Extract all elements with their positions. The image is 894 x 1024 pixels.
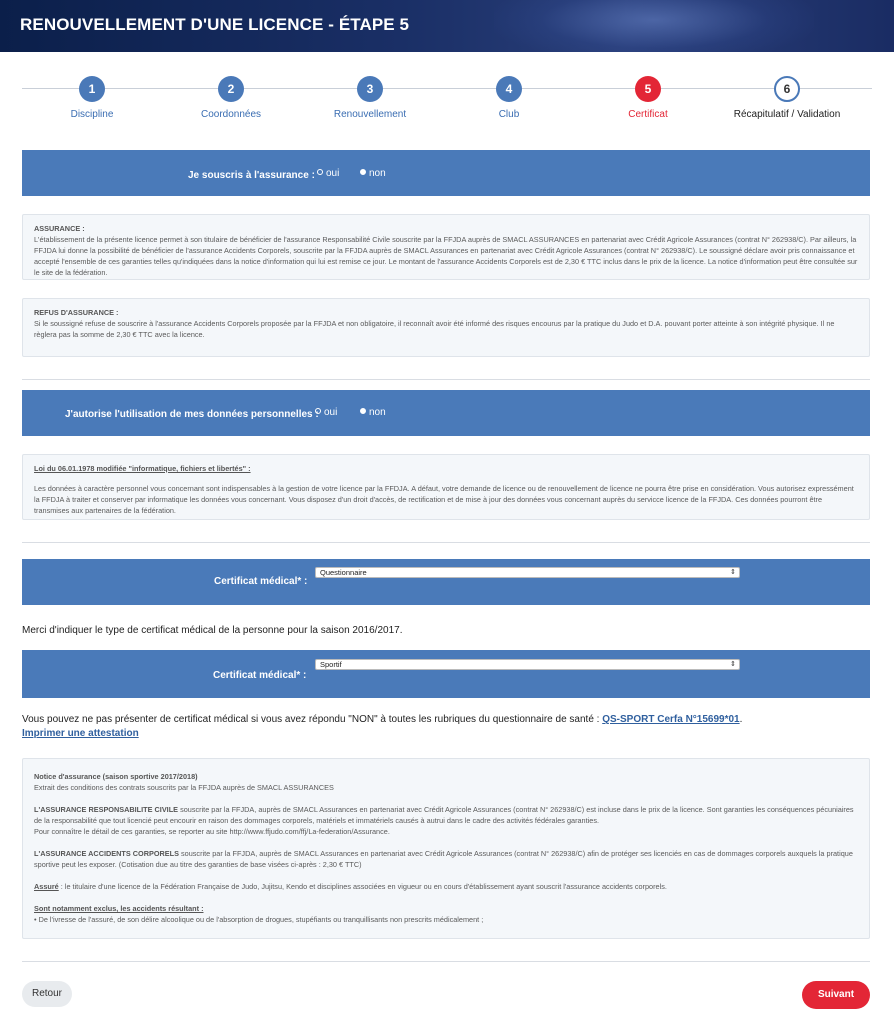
notice-ac-text: souscrite par la FFJDA, auprès de SMACL Assurances en partenariat avec Crédit Agricole Assurances (contrat N° 262938/C) afin de protéger ses licenciés en cas de dommages corporels auxquels la pratique sportive peut les exposer. (Cotisation due au titre des garanties de base visées ci-après : 2,30 € TTC)	[34, 849, 853, 869]
certificat-medical-bar	[22, 650, 870, 698]
note-text: Vous pouvez ne pas présenter de certificat médical si vous avez répondu "NON" à toutes les rubriques du questionnaire de santé :	[22, 714, 603, 725]
questionnaire-note	[22, 713, 872, 741]
notice-rc-title: L'ASSURANCE RESPONSABILITE CIVILE	[34, 805, 179, 814]
imprimer-attestation-link[interactable]: Imprimer une attestation	[22, 728, 139, 739]
step-number: 6	[774, 76, 800, 102]
qs-sport-cerfa-link[interactable]: QS-SPORT Cerfa N°15699*01	[602, 714, 740, 725]
step-label: Récapitulatif / Validation	[733, 109, 841, 120]
radio-checked-icon	[360, 169, 366, 175]
step-number: 3	[357, 76, 383, 102]
progress-stepper	[22, 76, 872, 126]
notice-rc-paragraph	[34, 804, 858, 826]
refus-info-box	[22, 298, 870, 357]
step-label: Certificat	[628, 109, 668, 120]
step-number: 1	[79, 76, 105, 102]
loi-box-title: Loi du 06.01.1978 modifiée "informatique, fichiers et libertés" :	[34, 464, 251, 473]
notice-subtitle: Extrait des conditions des contrats souscrits par la FFJDA auprès de SMACL ASSURANCES	[34, 783, 334, 792]
assurance-question-bar	[22, 150, 870, 196]
certificat-type-select[interactable]	[315, 567, 740, 578]
radio-label: non	[369, 407, 386, 418]
donnees-question-bar	[22, 390, 870, 436]
donnees-question-label: J'autorise l'utilisation de mes données personnelles :	[65, 409, 319, 420]
radio-label: non	[369, 168, 386, 179]
certificat-instruction: Merci d'indiquer le type de certificat médical de la personne pour la saison 2016/2017.	[22, 625, 403, 636]
loi-info-box[interactable]	[22, 454, 870, 520]
select-arrows-icon: ⇕	[730, 661, 736, 668]
notice-exclus-item: • De l'ivresse de l'assuré, de son délire alcoolique ou de l'absorption de drogues, stupéfiants ou tranquillisants non prescrits médicalement ;	[34, 915, 484, 924]
step-certificat	[578, 76, 718, 120]
notice-assurance-box[interactable]	[22, 758, 870, 939]
select-arrows-icon: ⇕	[730, 569, 736, 576]
notice-assure-title: Assuré	[34, 882, 59, 891]
assurance-question-label: Je souscris à l'assurance :	[188, 170, 315, 181]
note-suffix: .	[739, 714, 743, 725]
notice-ac-title: L'ASSURANCE ACCIDENTS CORPORELS	[34, 849, 179, 858]
refus-box-title: REFUS D'ASSURANCE :	[34, 308, 119, 317]
notice-rc-text2: Pour connaître le détail de ces garanties, se reporter au site http://www.ffjudo.com/ffj/La-federation/Assurance.	[34, 827, 390, 836]
radio-checked-icon	[360, 408, 366, 414]
assurance-radio-oui[interactable]	[317, 168, 339, 179]
assurance-box-text: L'établissement de la présente licence permet à son titulaire de bénéficier de l'assurance Responsabilité Civile souscrite par la FFJDA auprès de SMACL ASSURANCES en partenariat avec Crédit Agricole Assurances (contrat N° 262938/C). Par ailleurs, la FFJDA lui donne la possibilité de bénéficier de l'assurance Accidents Corporels, souscrite par la FFJDA auprès de SMACL Assurances en partenariat avec Crédit Agricole Assurances (contrat N° 262938/C). Le soussigné déclare avoir pris connaissance et accepté l'ensemble de ces garanties telles qu'indiquées dans la notice d'information qui lui est remise ce jour. Le montant de l'assurance Accidents Corporels est de 2,30 € TTC inclus dans le prix de la licence. La notice d'information peut être consultée sur le site de la fédération.	[34, 235, 858, 277]
footer-divider	[22, 961, 870, 962]
notice-assure-text: : le titulaire d'une licence de la Fédération Française de Judo, Jujitsu, Kendo et disciplines associées en vigueur ou en cours d'établissement ayant souscrit l'assurance accidents corporels.	[58, 882, 667, 891]
select-value: Questionnaire	[320, 568, 367, 577]
notice-title: Notice d'assurance (saison sportive 2017/2018)	[34, 772, 198, 781]
donnees-radio-non[interactable]	[360, 407, 386, 418]
certificat-type-label: Certificat médical* :	[214, 576, 308, 587]
certificat-medical-select[interactable]	[315, 659, 740, 670]
page-header	[0, 0, 894, 52]
section-divider	[22, 542, 870, 543]
notice-assure-paragraph	[34, 881, 858, 892]
step-label: Coordonnées	[200, 109, 262, 120]
suivant-button[interactable]: Suivant	[802, 981, 870, 1009]
notice-rc-text: souscrite par la FFJDA, auprès de SMACL Assurances en partenariat avec Crédit Agricole Assurances (contrat N° 262938/C) est incluse dans le prix de la licence. Sont garanties les conséquences pécuniaires de la responsabilité que tout licencié peut encourir en raison des dommages corporels, matériels et immatériels causés à autrui dans le cadre des activités fédérales garanties.	[34, 805, 854, 825]
step-number: 4	[496, 76, 522, 102]
radio-circle-icon	[317, 169, 323, 175]
select-value: Sportif	[320, 660, 342, 669]
step-label: Club	[498, 109, 520, 120]
assurance-radio-non[interactable]	[360, 168, 386, 179]
certificat-medical-label: Certificat médical* :	[213, 670, 307, 681]
page-title: RENOUVELLEMENT D'UNE LICENCE - ÉTAPE 5	[20, 15, 410, 34]
radio-circle-icon	[315, 408, 321, 414]
notice-exclus-title: Sont notamment exclus, les accidents résultant :	[34, 904, 204, 913]
step-renouvellement[interactable]	[300, 76, 440, 120]
step-recapitulatif	[717, 76, 857, 120]
radio-label: oui	[324, 407, 338, 418]
refus-box-text: Si le soussigné refuse de souscrire à l'assurance Accidents Corporels proposée par la FFJDA et non obligatoire, il reconnaît avoir été informé des risques encourus par la pratique du Judo et D.A. pouvant porter atteinte à son intégrité physique. Il ne règlera pas la somme de 2,30 € TTC avec la licence.	[34, 319, 835, 339]
notice-ac-paragraph	[34, 848, 858, 870]
step-number: 2	[218, 76, 244, 102]
step-label: Discipline	[70, 109, 114, 120]
step-club[interactable]	[439, 76, 579, 120]
assurance-info-box[interactable]	[22, 214, 870, 280]
donnees-radio-oui[interactable]	[315, 407, 337, 418]
section-divider	[22, 379, 870, 380]
header-background-glow	[494, 0, 814, 52]
retour-button[interactable]: Retour	[22, 981, 72, 1007]
certificat-type-bar	[22, 559, 870, 605]
radio-label: oui	[326, 168, 340, 179]
step-coordonnees[interactable]	[161, 76, 301, 120]
loi-box-text: Les données à caractère personnel vous concernant sont indispensables à la gestion de votre licence par la FFDJA. A défaut, votre demande de licence ou de renouvellement de licence ne pourra être prise en considération. Vous autorisez expressément la FFDJA à traiter et conserver par informatique les données vous concernant. Vous disposez d'un droit d'accès, de rectification et de mise à jour des données vous concernant auprès du servicce licence de la FFJDA. Ces données pourront être transmises aux partenaires de la fédération.	[34, 484, 854, 515]
step-label: Renouvellement	[333, 109, 407, 120]
assurance-box-title: ASSURANCE :	[34, 224, 85, 233]
step-number: 5	[635, 76, 661, 102]
step-discipline[interactable]	[22, 76, 162, 120]
